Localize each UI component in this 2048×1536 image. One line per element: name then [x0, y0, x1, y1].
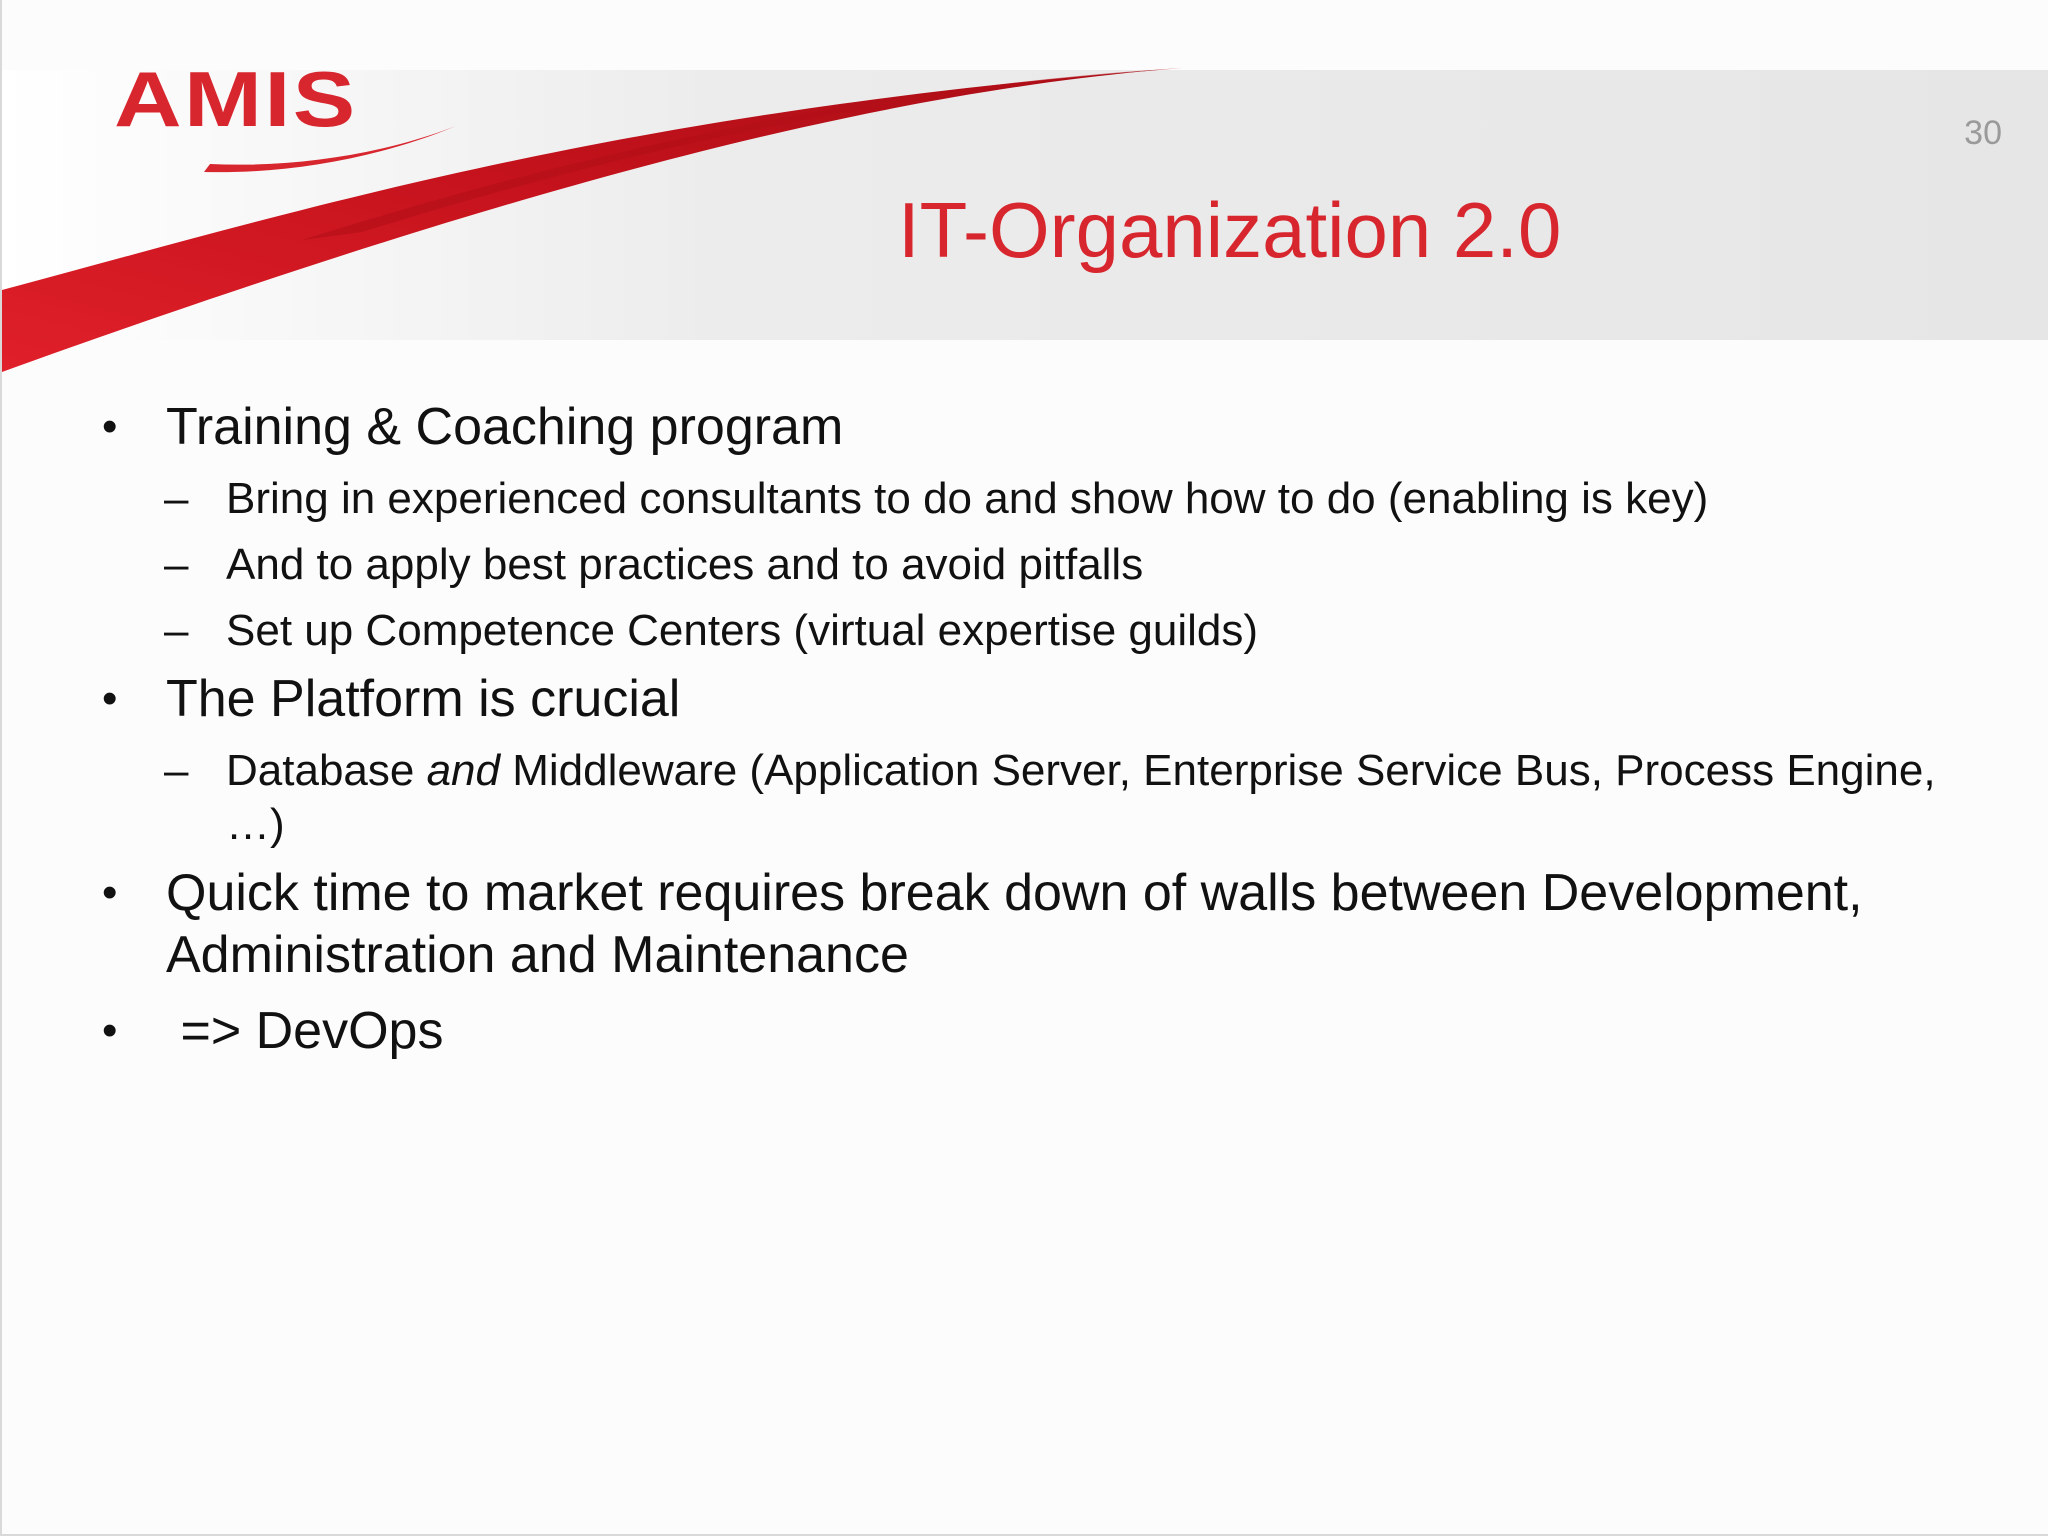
bullet-item — [102, 396, 1982, 458]
sub-bullet-text: And to apply best practices and to avoid pitfalls — [226, 540, 1144, 589]
dash-icon: – — [164, 474, 189, 523]
sub-bullet-item — [102, 472, 1982, 526]
sub-bullet-text-start: Database — [226, 746, 427, 795]
slide-title: IT-Organization 2.0 — [898, 186, 1562, 274]
bullet-icon: • — [102, 674, 118, 723]
sub-bullet-item — [102, 744, 1982, 852]
dash-icon: – — [164, 540, 189, 589]
sub-bullet-text — [226, 746, 1936, 849]
slide-body — [102, 396, 1982, 1076]
sub-bullet-text: Bring in experienced consultants to do and show how to do (enabling is key) — [226, 474, 1709, 523]
bullet-text: Training & Coaching program — [166, 398, 844, 456]
sub-bullet-text-end: Middleware (Application Server, Enterprise Service Bus, Process Engine, …) — [226, 746, 1936, 849]
bullet-item — [102, 862, 1982, 986]
bullet-text: The Platform is crucial — [166, 670, 681, 728]
amis-logo — [114, 55, 464, 190]
bullet-text: => DevOps — [166, 1002, 444, 1060]
bullet-item — [102, 1000, 1982, 1062]
logo-wordmark: AMIS — [114, 55, 358, 143]
sub-bullet-emphasis: and — [426, 746, 500, 795]
bullet-item — [102, 668, 1982, 730]
logo-swoosh-icon — [114, 55, 464, 190]
sub-bullet-item — [102, 604, 1982, 658]
sub-bullet-text: Set up Competence Centers (virtual expertise guilds) — [226, 606, 1259, 655]
dash-icon: – — [164, 746, 189, 795]
bullet-text: Quick time to market requires break down of walls between Development, Administration and Maintenance — [166, 864, 1863, 984]
bullet-icon: • — [102, 1006, 118, 1055]
bullet-icon: • — [102, 402, 118, 451]
dash-icon: – — [164, 606, 189, 655]
sub-bullet-item — [102, 538, 1982, 592]
bullet-icon: • — [102, 868, 118, 917]
page-number: 30 — [1964, 114, 2002, 152]
